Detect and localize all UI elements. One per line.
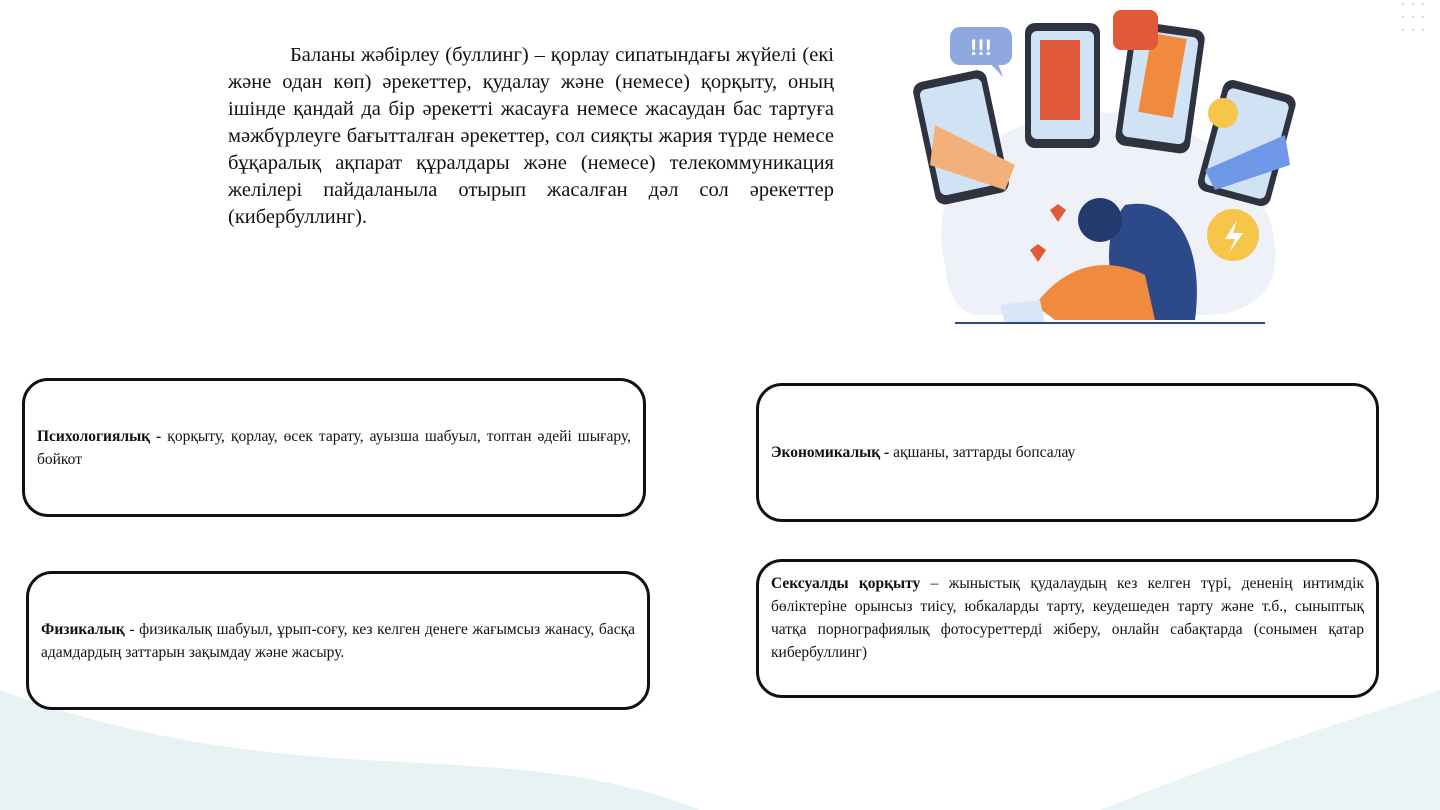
box-title: Сексуалды қорқыту [771,575,921,592]
physical-bullying-box [26,571,650,710]
bullying-illustration [905,5,1305,330]
bubble-text: !!! [970,35,992,60]
psychological-bullying-box [22,378,646,517]
box-text: қорқыту, қорлау, өсек тарату, ауызша шабуыл, топтан әдейі шығару, бойкот [37,427,631,468]
dislike-icon [1113,10,1158,50]
box-title: Экономикалық - [771,444,890,461]
angry-emoji-icon [1208,98,1238,128]
box-title: Физикалық [41,620,125,638]
speech-bubble [950,27,1012,77]
economic-bullying-box [756,383,1379,522]
box-text: – жыныстық қудалаудың кез келген түрі, дененің интимдік бөліктеріне орынсыз тиісу, юбкаларды тарту, кеудешеден тарту және т.б., сыныптық чатқа порнографиялық фотосуреттерді жіберу, онлайн сабақтарда (сонымен қатар кибербуллинг) [771,575,1364,661]
box-text: - физикалық шабуыл, ұрып-соғу, кез келген денеге жағымсыз жанасу, басқа адамдардың заттарын зақымдау және жасыру. [41,620,635,661]
decorative-dots [1400,0,1430,35]
sexual-bullying-box [756,559,1379,698]
intro-paragraph: Баланы жәбірлеу (буллинг) – қорлау сипатындағы жүйелі (екі және одан көп) әрекеттер, қудалау және (немесе) қорқыту, оның ішінде қандай да бір әрекетті жасауға немесе жасаудан бас тартуға мәжбүрлеуге бағытталған әрекеттер, сол сияқты жария түрде немесе бұқаралық ақпарат құралдары және (немесе) телекоммуникация желілері пайдаланыла отырып жасалған дәл сол әрекеттер (кибербуллинг). [228,44,834,228]
box-title: Психологиялық - [37,427,162,445]
box-text: ақшаны, заттарды бопсалау [889,444,1076,461]
